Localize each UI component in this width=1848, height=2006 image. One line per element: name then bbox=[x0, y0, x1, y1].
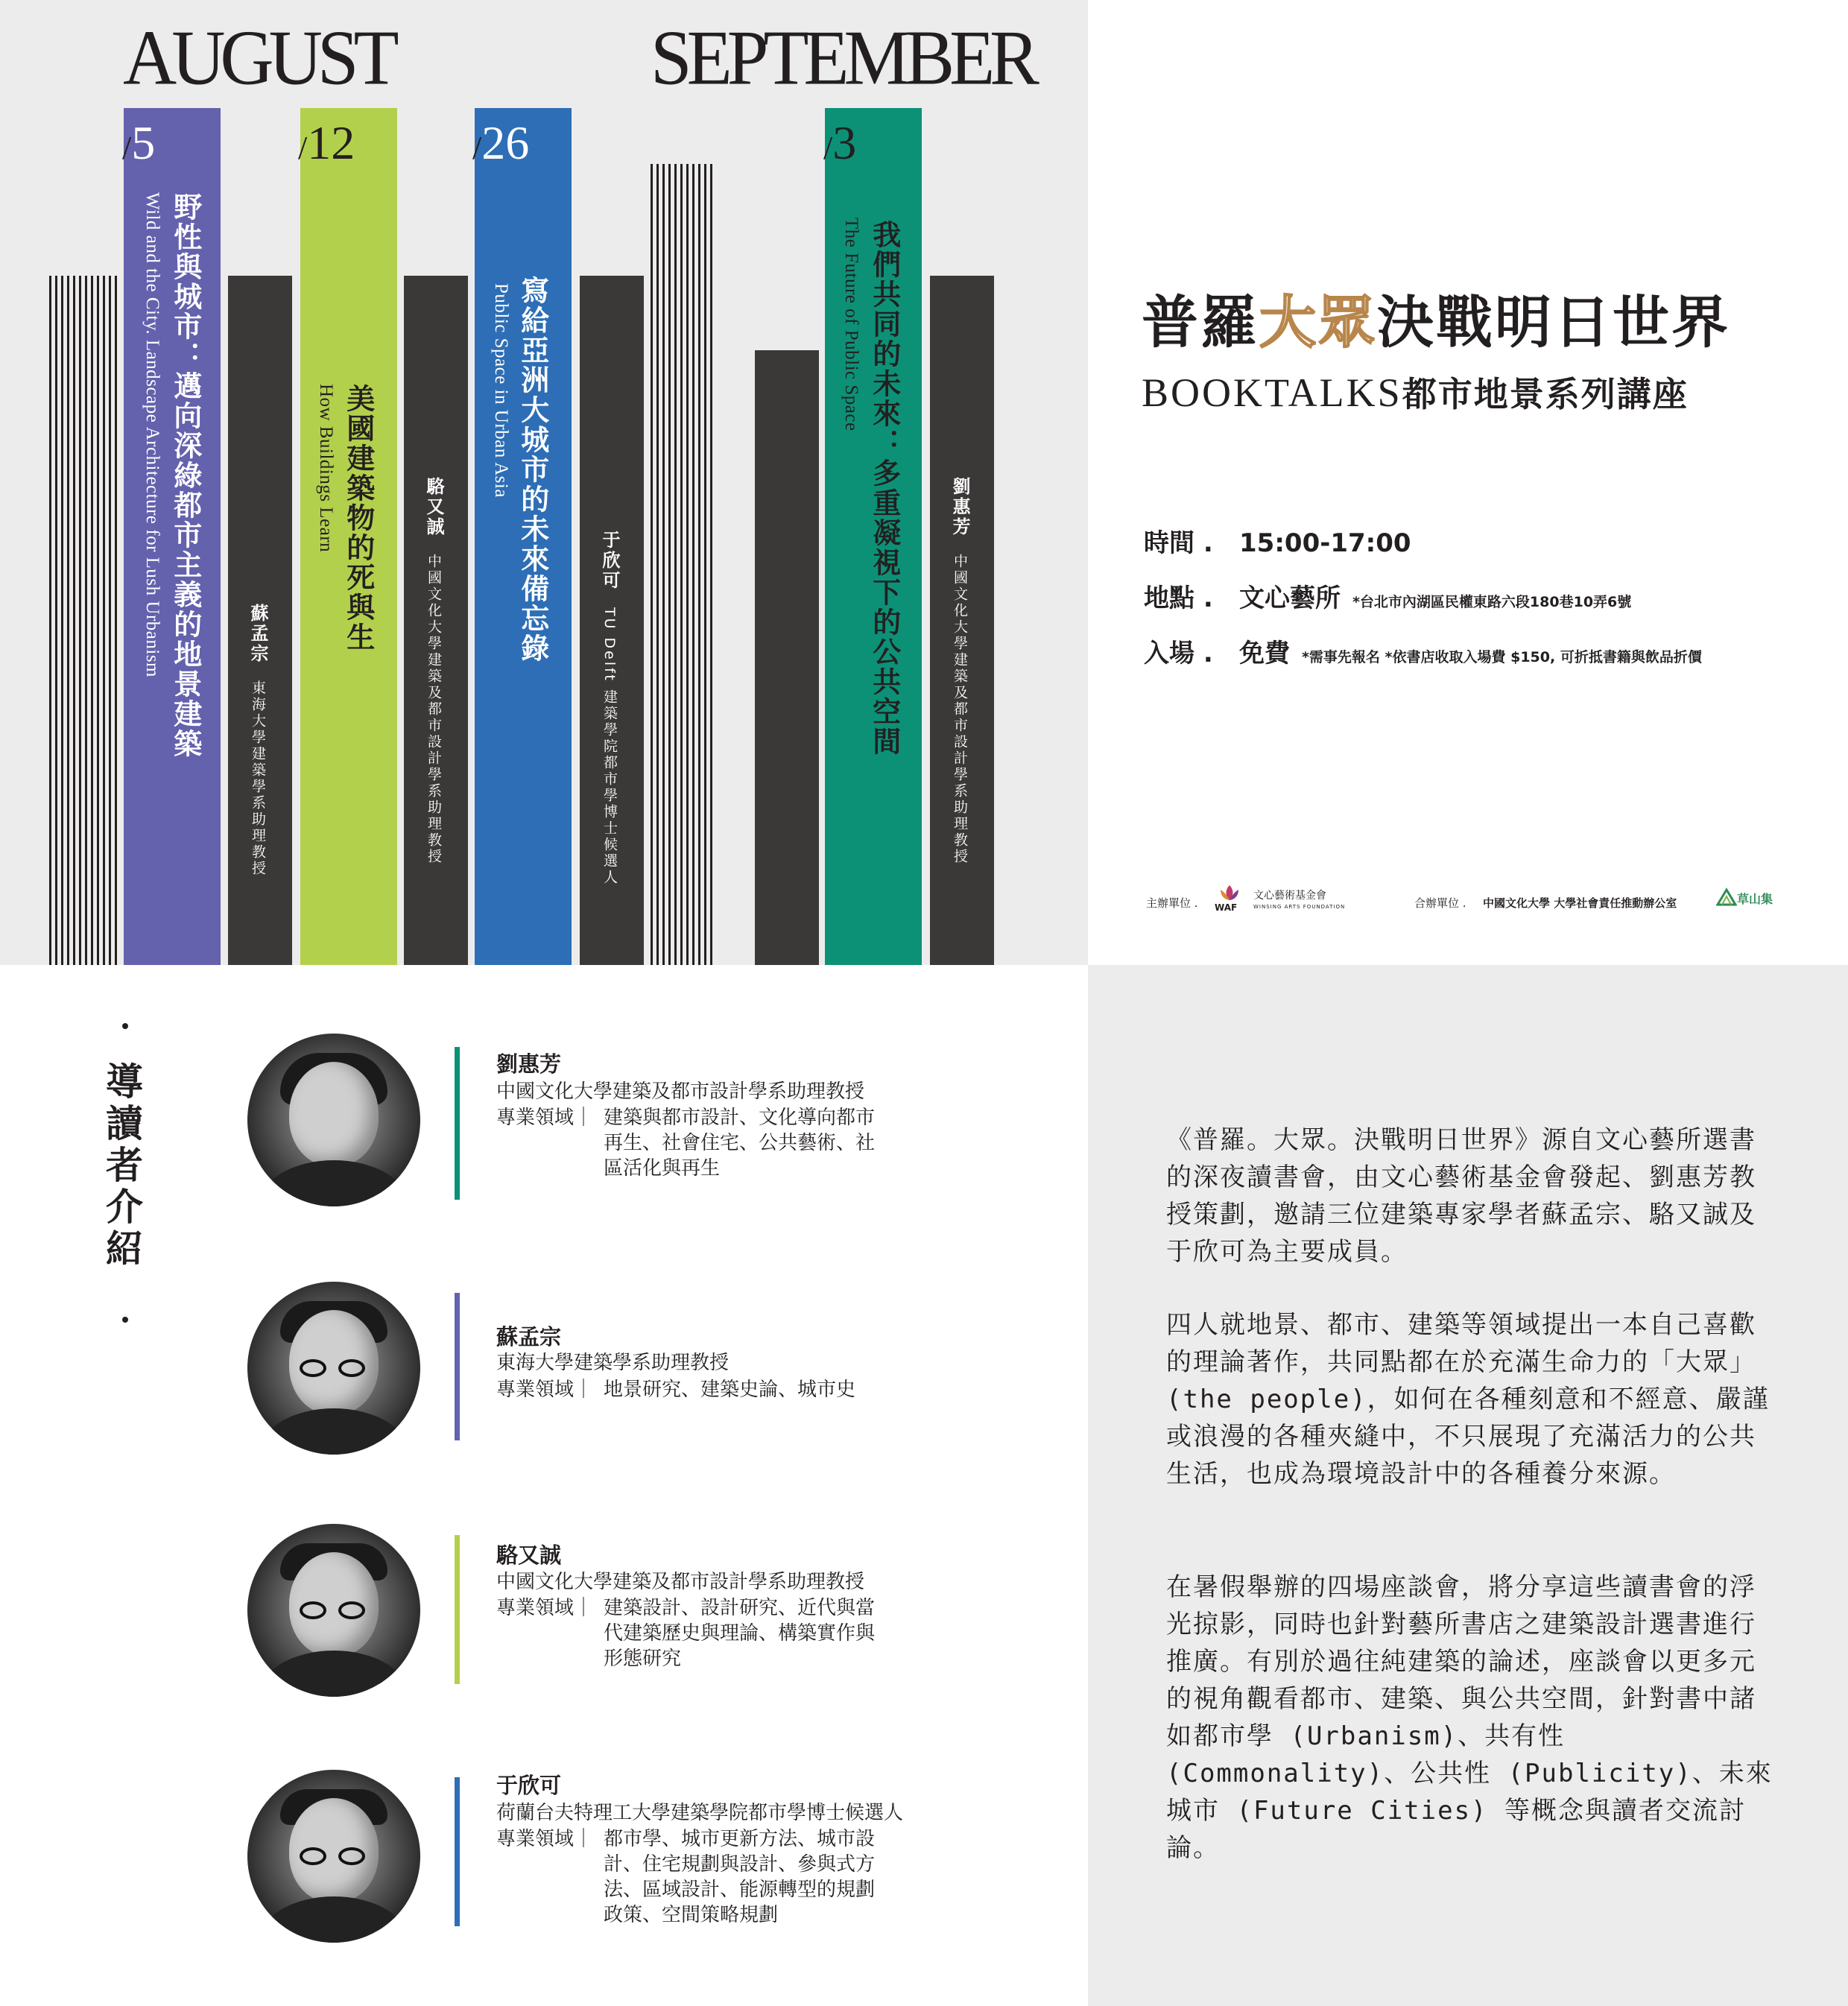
book-speaker: 駱又誠中國文化大學建築及都市設計學系助理教授 bbox=[423, 477, 444, 865]
co-organizer-label: 合辦單位 . bbox=[1414, 896, 1466, 910]
speaker-name: 蘇孟宗 bbox=[496, 1324, 562, 1350]
month-august: AUGUST bbox=[123, 14, 394, 101]
speaker-title: 東海大學建築學系助理教授 bbox=[496, 1352, 730, 1374]
date-sep3: /3 bbox=[823, 116, 857, 169]
book-title-zh: 美國建築物的死與生 bbox=[341, 384, 376, 652]
bullet-dot bbox=[122, 1023, 128, 1029]
info-place: 地點 . 文心藝所 *台北市內湖區民權東路六段180巷10弄6號 bbox=[1144, 583, 1632, 613]
book-speaker: 劉惠芳中國文化大學建築及都市設計學系助理教授 bbox=[949, 477, 970, 865]
speaker-field: 專業領域｜ 地景研究、建築史論、城市史 bbox=[496, 1379, 856, 1401]
book-title-en: Wild and the City. Landscape Architecture for Lush Urbanism bbox=[142, 192, 162, 677]
speaker-field: 專業領域｜ 建築設計、設計研究、近代與當 代建築歷史與理論、構築實作與 形態研究 bbox=[496, 1597, 876, 1670]
book-title-zh: 我們共同的未來：多重凝視下的公共空間 bbox=[867, 220, 902, 756]
speaker-field: 專業領域｜ 都市學、城市更新方法、城市設 計、住宅規劃與設計、參與式方 法、區域設計、能源轉型的規劃 政策、空間策略規劃 bbox=[496, 1828, 876, 1926]
host-label: 主辦單位 . bbox=[1146, 896, 1198, 910]
accent-bar bbox=[455, 1535, 460, 1684]
book-title-en: Public Space in Urban Asia bbox=[491, 283, 511, 498]
speaker-name: 駱又誠 bbox=[496, 1543, 562, 1568]
speaker-name: 于欣可 bbox=[496, 1773, 562, 1798]
speaker-intro-panel bbox=[0, 965, 1088, 2006]
book-title-zh: 寫給亞洲大城市的未來備忘錄 bbox=[516, 276, 550, 663]
speaker-field: 專業領域｜ 建築與都市設計、文化導向都市 再生、社會住宅、公共藝術、社 區活化與再生 bbox=[496, 1107, 876, 1180]
striped-spine bbox=[651, 164, 715, 965]
host-name-en: WINSING ARTS FOUNDATION bbox=[1253, 904, 1346, 910]
accent-bar bbox=[455, 1047, 460, 1200]
speaker-title: 中國文化大學建築及都市設計學系助理教授 bbox=[496, 1571, 865, 1593]
info-time: 時間 . 15:00-17:00 bbox=[1144, 528, 1411, 558]
book-speaker: 于欣可TU Delft 建築學院都市學博士候選人 bbox=[599, 531, 620, 886]
striped-spine bbox=[49, 276, 118, 965]
speaker-name: 劉惠芳 bbox=[496, 1051, 562, 1077]
info-admission: 入場 . 免費 *需事先報名 *依書店收取入場費 $150, 可折抵書籍與飲品折價 bbox=[1144, 639, 1702, 668]
date-aug5: /5 bbox=[122, 116, 156, 169]
avatar bbox=[247, 1034, 420, 1206]
book-shelf-panel bbox=[0, 0, 1088, 965]
caoshanji-logo-icon: 草山集 bbox=[1716, 885, 1776, 915]
bullet-dot bbox=[122, 1317, 128, 1323]
speaker-title: 中國文化大學建築及都市設計學系助理教授 bbox=[496, 1080, 865, 1103]
waf-logo-icon: WAF bbox=[1215, 884, 1244, 914]
book-title-en: The Future of Public Space bbox=[841, 218, 861, 431]
book-title-zh: 野性與城市：邁向深綠都市主義的地景建築 bbox=[168, 192, 203, 759]
speaker-title: 荷蘭台夫特理工大學建築學院都市學博士候選人 bbox=[496, 1802, 904, 1824]
description-paragraph: 《普羅。大眾。決戰明日世界》源自文心藝所選書的深夜讀書會，由文心藝術基金會發起、劉惠芳教授策劃，邀請三位建築專家學者蘇孟宗、駱又誠及于欣可為主要成員。 bbox=[1166, 1125, 1756, 1267]
accent-bar bbox=[455, 1293, 460, 1440]
month-september: SEPTEMBER bbox=[651, 14, 1034, 101]
description-paragraph: 四人就地景、都市、建築等領域提出一本自己喜歡的理論著作，共同點都在於充滿生命力的「大眾」(the people)，如何在各種刻意和不經意、嚴謹或浪漫的各種夾縫中，不只展現了充滿活力的公共生活，也成為環境設計中的各種養分來源。 bbox=[1166, 1310, 1770, 1489]
book-speaker: 蘇孟宗東海大學建築學系助理教授 bbox=[247, 604, 268, 877]
event-info-panel bbox=[1088, 0, 1848, 965]
dark-spine bbox=[755, 350, 819, 965]
event-subtitle: BOOKTALKS都市地景系列講座 bbox=[1142, 370, 1689, 415]
event-title: 普羅大眾決戰明日世界 bbox=[1142, 289, 1730, 355]
section-title: 導讀者介紹 bbox=[100, 1062, 143, 1271]
avatar bbox=[247, 1282, 420, 1455]
avatar bbox=[247, 1524, 420, 1697]
avatar bbox=[247, 1770, 420, 1943]
date-aug12: /12 bbox=[298, 116, 355, 169]
co-organizer-name: 中國文化大學 大學社會責任推動辦公室 bbox=[1483, 896, 1677, 910]
description-paragraph: 在暑假舉辦的四場座談會，將分享這些讀書會的浮光掠影，同時也針對藝所書店之建築設計選書進行推廣。有別於過往純建築的論述，座談會以更多元的視角觀看都市、建築、與公共空間，針對書中諸如都市學 (Urbanism)、共有性 (Commonality)、公共性 (Publicity)、未來城市 (Future Cities) 等概念與讀者交流討論。 bbox=[1166, 1572, 1773, 1863]
date-aug26: /26 bbox=[472, 116, 530, 169]
book-title-en: How Buildings Learn bbox=[316, 384, 336, 553]
host-name: 文心藝術基金會 bbox=[1253, 890, 1326, 902]
accent-bar bbox=[455, 1777, 460, 1926]
